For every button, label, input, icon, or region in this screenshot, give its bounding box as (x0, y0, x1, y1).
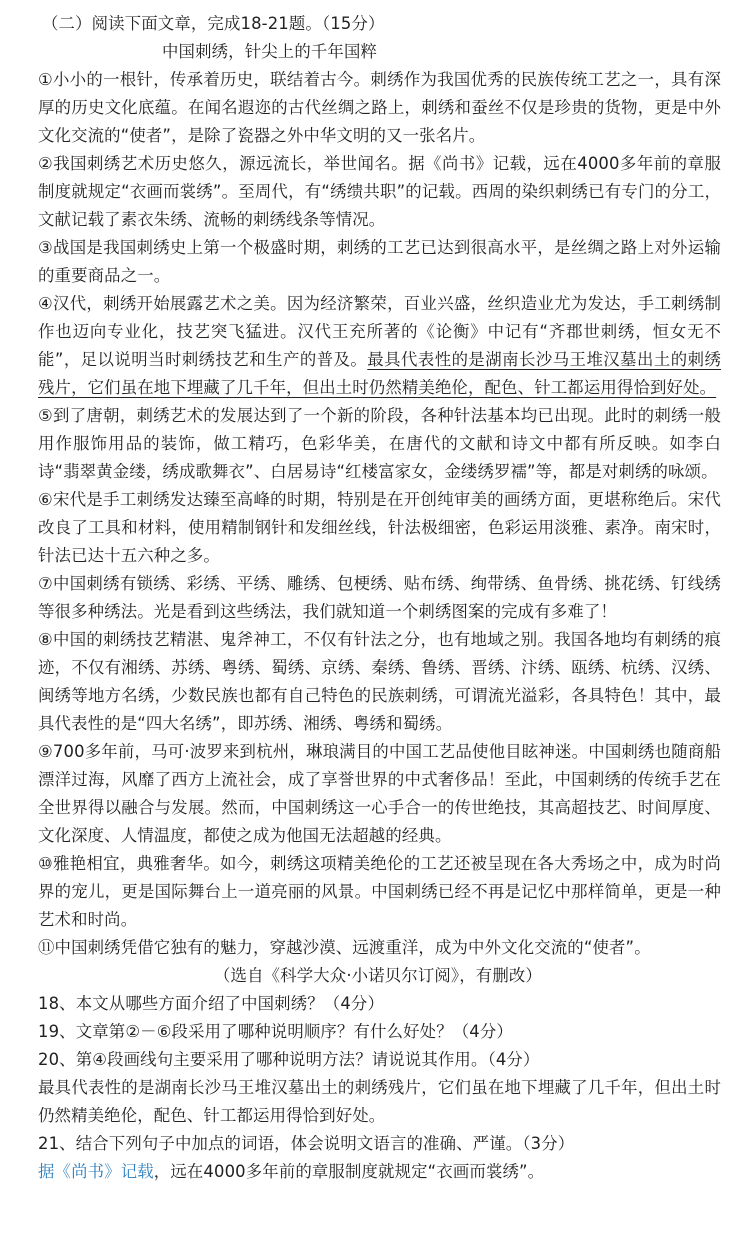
question-21-quote-rest: ，远在4000多年前的章服制度就规定“衣画而裳绣”。 (153, 1162, 545, 1181)
paragraph-2: ②我国刺绣艺术历史悠久，源远流长，举世闻名。据《尚书》记载，远在4000多年前的章服制度就规定“衣画而裳绣”。至周代，有“绣缋共职”的记载。西周的染织刺绣已有专门的分工，文献记载了素衣朱绣、流畅的刺绣线条等情况。 (38, 154, 721, 229)
paragraph-6: ⑥宋代是手工刺绣发达臻至高峰的时期，特别是在开创纯审美的画绣方面，更堪称绝后。宋代改良了工具和材料，使用精制钢针和发细丝线，针法极细密，色彩运用淡雅、素净。南宋时，针法已达十五六种之多。 (38, 490, 721, 565)
paragraph-4-text: ④汉代，刺绣开始展露艺术之美。因为经济繁荣，百业兴盛，丝织造业尤为发达，手工刺绣制作也迈向专业化，技艺突飞猛进。汉代王充所著的《论衡》中记有“齐郡世刺绣，恒女无不能”，足以说明当时刺绣技艺和生产的普及。 (38, 294, 721, 369)
paragraph-10: ⑩雅艳相宜，典雅奢华。如今，刺绣这项精美绝伦的工艺还被呈现在各大秀场之中，成为时尚界的宠儿，更是国际舞台上一道亮丽的风景。中国刺绣已经不再是记忆中那样简单，更是一种艺术和时尚。 (38, 854, 721, 929)
question-20-quote: 最具代表性的是湖南长沙马王堆汉墓出土的刺绣残片，它们虽在地下埋藏了几千年，但出土时仍然精美绝伦，配色、针工都运用得恰到好处。 (38, 1078, 721, 1125)
question-19: 19、文章第②－⑥段采用了哪种说明顺序？有什么好处？（4分） (38, 1022, 513, 1041)
paragraph-1: ①小小的一根针，传承着历史，联结着古今。刺绣作为我国优秀的民族传统工艺之一，具有深厚的历史文化底蕴。在闻名遐迩的古代丝绸之路上，刺绣和蚕丝不仅是珍贵的货物，更是中外文化交流的“使者”，是除了瓷器之外中华文明的又一张名片。 (38, 70, 721, 145)
paragraph-11: ⑪中国刺绣凭借它独有的魅力，穿越沙漠、远渡重洋，成为中外文化交流的“使者”。 (38, 938, 651, 957)
question-18: 18、本文从哪些方面介绍了中国刺绣？（4分） (38, 994, 385, 1013)
question-20: 20、第④段画线句主要采用了哪种说明方法？请说说其作用。（4分） (38, 1050, 540, 1069)
paragraph-3: ③战国是我国刺绣史上第一个极盛时期，刺绣的工艺已达到很高水平，是丝绸之路上对外运输的重要商品之一。 (38, 238, 721, 285)
paragraph-9: ⑨700多年前，马可·波罗来到杭州，琳琅满目的中国工艺品使他目眩神迷。中国刺绣也随商船漂洋过海，风靡了西方上流社会，成了享誉世界的中式奢侈品！至此，中国刺绣的传统手艺在全世界得以融合与发展。然而，中国刺绣这一心手合一的传世绝技，其高超技艺、时间厚度、文化深度、人情温度，都使之成为他国无法超越的经典。 (38, 742, 721, 845)
question-21-quote (38, 1158, 721, 1186)
paragraph-4 (38, 290, 721, 402)
article-title: 中国刺绣，针尖上的千年国粹 (162, 42, 378, 61)
paragraph-8: ⑧中国的刺绣技艺精湛、鬼斧神工，不仅有针法之分，也有地域之别。我国各地均有刺绣的痕迹，不仅有湘绣、苏绣、粤绣、蜀绣、京绣、秦绣、鲁绣、晋绣、汴绣、瓯绣、杭绣、汉绣、闽绣等地方名绣，少数民族也都有自己特色的民族刺绣，可谓流光溢彩，各具特色！其中，最具代表性的是“四大名绣”，即苏绣、湘绣、粤绣和蜀绣。 (38, 630, 721, 733)
article-source: （选自《科学大众·小诺贝尔订阅》，有删改） (214, 966, 542, 985)
paragraph-7: ⑦中国刺绣有锁绣、彩绣、平绣、雕绣、包梗绣、贴布绣、绚带绣、鱼骨绣、挑花绣、钉线绣等很多种绣法。光是看到这些绣法，我们就知道一个刺绣图案的完成有多难了！ (38, 574, 721, 621)
paragraph-5: ⑤到了唐朝，刺绣艺术的发展达到了一个新的阶段，各种针法基本均已出现。此时的刺绣一般用作服饰用品的装饰，做工精巧，色彩华美，在唐代的文献和诗文中都有所反映。如李白诗“翡翠黄金缕，绣成歌舞衣”、白居易诗“红楼富家女，金缕绣罗襦”等，都是对刺绣的咏颂。 (38, 406, 721, 481)
section-heading: （二）阅读下面文章，完成18-21题。（15分） (42, 14, 385, 33)
question-21-quote-accent: 据《尚书》记载 (38, 1162, 154, 1181)
question-21: 21、结合下列句子中加点的词语，体会说明文语言的准确、严谨。（3分） (38, 1134, 575, 1153)
paragraph-4-underlined-sentence: 最具代表性的是湖南长沙马王堆汉墓出土的刺绣残片，它们虽在地下埋藏了几千年，但出土时仍然精美绝伦，配色、针工都运用得恰到好处。 (38, 350, 721, 397)
